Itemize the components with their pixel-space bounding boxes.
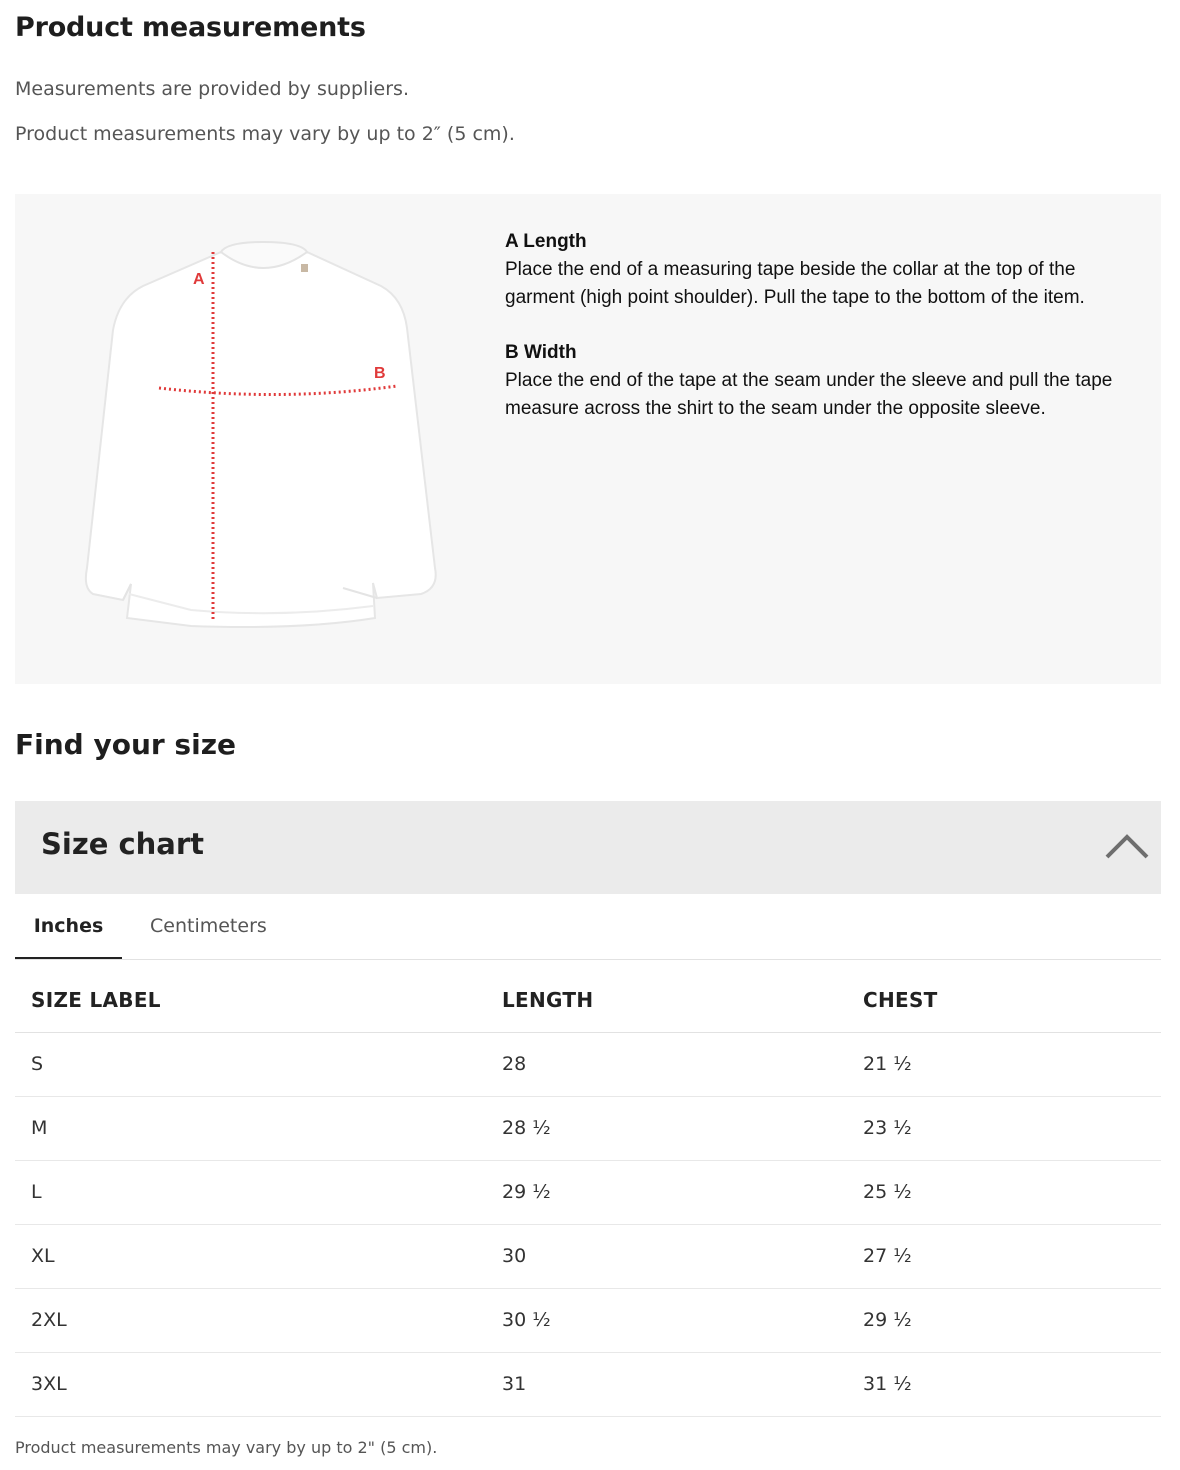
cell-size: M <box>31 1117 48 1139</box>
column-header-chest: CHEST <box>863 988 938 1012</box>
cell-size: 2XL <box>31 1309 67 1331</box>
unit-tabs <box>15 895 1161 960</box>
sweatshirt-body <box>86 252 436 627</box>
instruction-length-text: Place the end of a measuring tape beside the collar at the top of the garment (high point shoulder). Pull the tape to the bottom of the item. <box>505 259 1085 308</box>
supplier-note: Measurements are provided by suppliers. <box>15 78 409 100</box>
tab-inches[interactable]: Inches <box>15 895 122 959</box>
cell-length: 31 <box>502 1373 527 1395</box>
cell-length: 30 <box>502 1245 527 1267</box>
cell-chest: 31 ½ <box>863 1373 912 1395</box>
cell-size: L <box>31 1181 42 1203</box>
cell-size: XL <box>31 1245 55 1267</box>
table-header <box>15 968 1161 1033</box>
cell-length: 30 ½ <box>502 1309 551 1331</box>
table-row <box>15 1097 1161 1161</box>
cell-chest: 29 ½ <box>863 1309 912 1331</box>
table-row <box>15 1161 1161 1225</box>
marker-b: B <box>374 365 386 382</box>
cell-chest: 23 ½ <box>863 1117 912 1139</box>
marker-a: A <box>193 271 205 288</box>
table-row <box>15 1353 1161 1417</box>
column-header-length: LENGTH <box>502 988 594 1012</box>
sweatshirt-diagram <box>81 238 441 638</box>
measurement-instructions <box>505 228 1125 423</box>
column-header-size-label: SIZE LABEL <box>31 988 161 1012</box>
cell-length: 29 ½ <box>502 1181 551 1203</box>
footer-variance-note: Product measurements may vary by up to 2" (5 cm). <box>15 1438 438 1457</box>
table-row <box>15 1225 1161 1289</box>
instruction-width-title: B Width <box>505 342 577 363</box>
cell-length: 28 ½ <box>502 1117 551 1139</box>
size-chart-title: Size chart <box>41 827 205 861</box>
chevron-up-icon[interactable] <box>1105 831 1149 861</box>
tab-centimeters[interactable]: Centimeters <box>150 915 267 937</box>
instruction-width <box>505 339 1125 423</box>
table-row <box>15 1033 1161 1097</box>
instruction-length-title: A Length <box>505 231 587 252</box>
cell-chest: 27 ½ <box>863 1245 912 1267</box>
instruction-length <box>505 228 1125 312</box>
cell-chest: 25 ½ <box>863 1181 912 1203</box>
cell-size: S <box>31 1053 44 1075</box>
size-table <box>15 968 1161 1417</box>
variance-note: Product measurements may vary by up to 2″ (5 cm). <box>15 123 515 145</box>
cell-length: 28 <box>502 1053 527 1075</box>
find-size-heading: Find your size <box>15 728 236 761</box>
cell-chest: 21 ½ <box>863 1053 912 1075</box>
table-row <box>15 1289 1161 1353</box>
instruction-width-text: Place the end of the tape at the seam under the sleeve and pull the tape measure across the shirt to the seam under the opposite sleeve. <box>505 370 1113 419</box>
cell-size: 3XL <box>31 1373 67 1395</box>
page-title: Product measurements <box>15 12 366 43</box>
measurement-guide <box>15 194 1161 684</box>
size-chart-accordion[interactable] <box>15 801 1161 894</box>
